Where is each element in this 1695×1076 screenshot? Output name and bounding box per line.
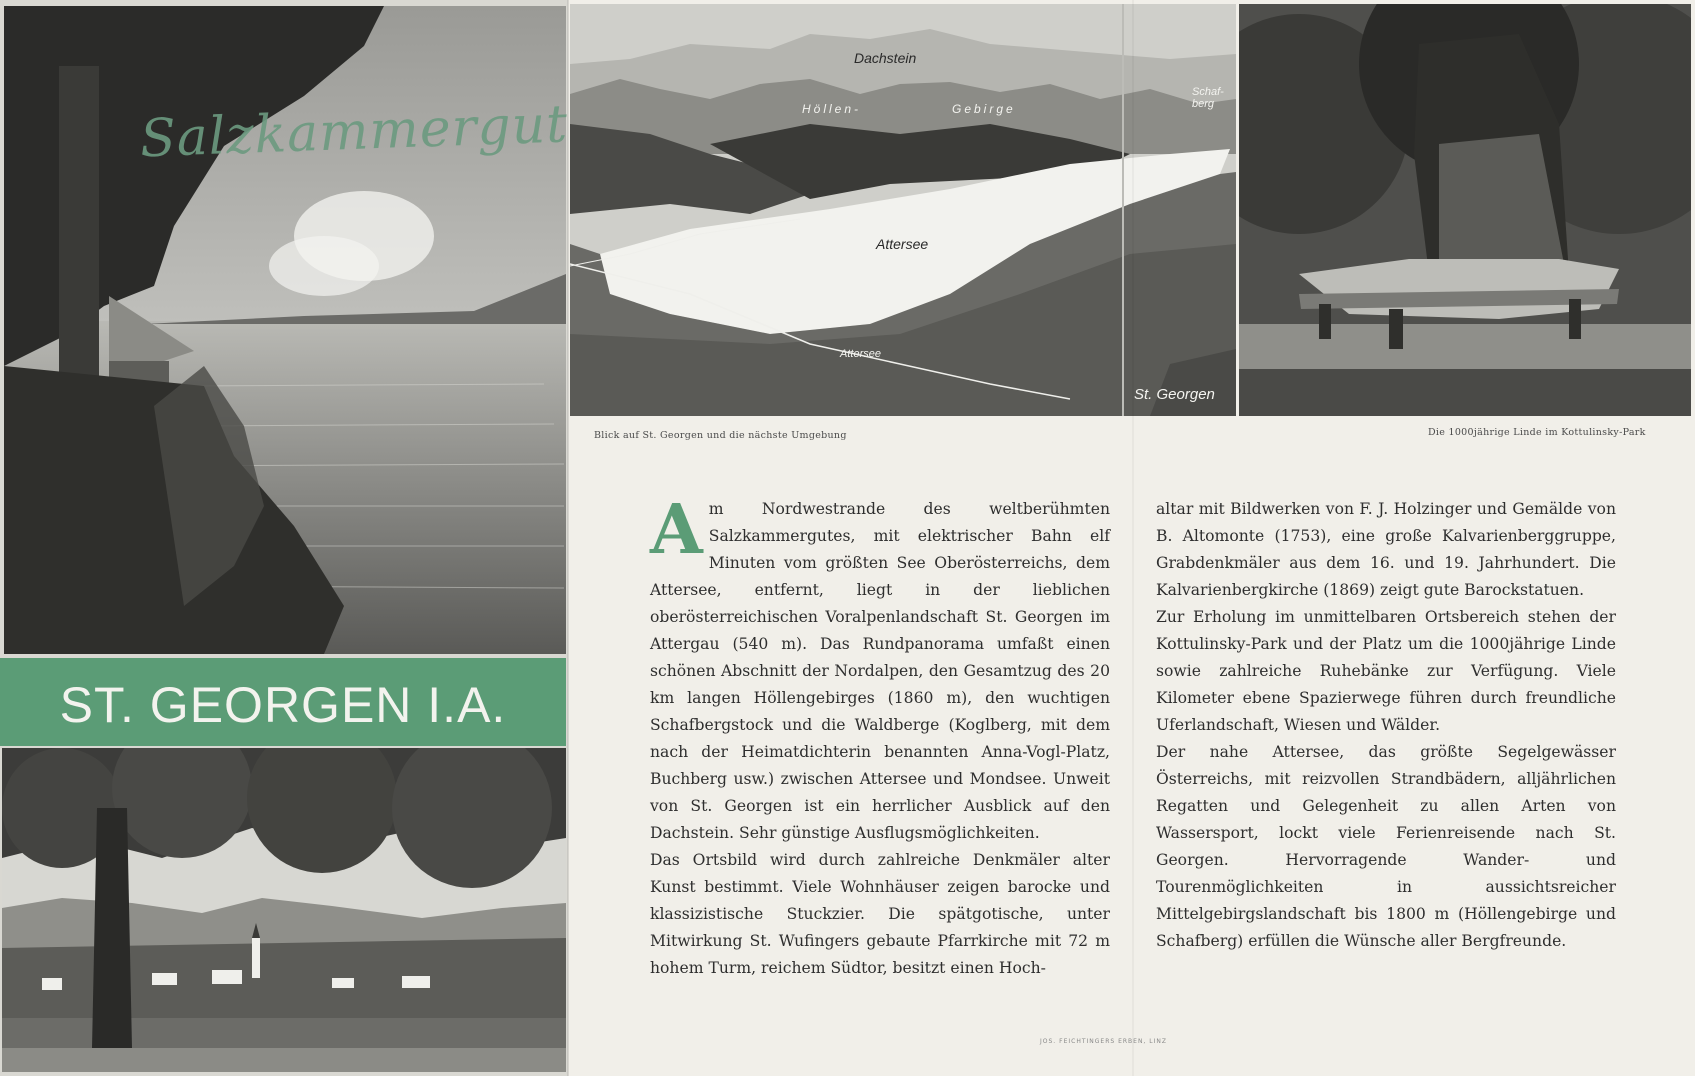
- map-label-attersee-town: Attersee: [840, 348, 881, 360]
- map-label-hoellen: Höllen-: [802, 102, 862, 116]
- map-label-schafberg: Schaf- berg: [1192, 86, 1224, 110]
- printer-imprint: JOS. FEICHTINGERS ERBEN, LINZ: [1040, 1038, 1167, 1045]
- linden-caption: Die 1000jährige Linde im Kottulinsky-Park: [1428, 427, 1646, 438]
- cover-script-title: Salzkammergut: [139, 94, 570, 170]
- drop-cap: A: [650, 490, 703, 570]
- town-title: ST. GEORGEN I.A.: [59, 677, 507, 733]
- center-fold: [1132, 0, 1134, 1076]
- panorama-caption: Blick auf St. Georgen und die nächste Umgebung: [594, 430, 847, 441]
- text-column-left: [650, 490, 1110, 982]
- map-label-dachstein: Dachstein: [854, 50, 917, 66]
- paragraph-intro: m Nordwestrande des weltberühmten Salzkammergutes, mit elektrischer Bahn elf Minuten vom größten See Oberösterreichs, dem Attersee, entfernt, liegt in der lieblichen oberösterreichischen Voralpenlandschaft St. Georgen im Attergau (540 m). Das Rundpanorama umfaßt einen schönen Abschnitt der Nordalpen, den Gesamtzug des 20 km langen Höllengebirges (1860 m), den wuchtigen Schafbergstock und die Waldberge (Koglberg, mit dem nach der Heimatdichterin benannten Anna-Vogl-Platz, Buchberg usw.) zwischen Attersee und Mondsee. Unweit von St. Georgen ist ein herrlicher Ausblick auf den Dachstein. Sehr günstige Ausflugsmöglichkeiten.: [650, 500, 1110, 842]
- paragraph-attersee: Der nahe Attersee, das größte Segelgewässer Österreichs, mit reizvollen Strandbädern, alljährlichen Regatten und Gelegenheit zu allen Arten von Wassersport, lockt viele Ferienreisende nach St. Georgen. Hervorragende Wander- und Tourenmöglichkeiten in aussichtsreicher Mittelgebirgslandschaft bis 1800 m (Höllengebirge und Schafberg) erfüllen die Wünsche aller Bergfreunde.: [1156, 743, 1616, 950]
- village-photo: [2, 748, 566, 1072]
- map-label-gebirge: Gebirge: [952, 102, 1016, 116]
- paragraph-ortsbild: Das Ortsbild wird durch zahlreiche Denkmäler alter Kunst bestimmt. Viele Wohnhäuser zeigen barocke und klassizistische Stuckzier. Die spätgotische, unter Mitwirkung St. Wufingers gebaute Pfarrkirche mit 72 m hohem Turm, reichem Südtor, besitzt einen Hoch-: [650, 851, 1110, 977]
- title-band: [0, 658, 566, 746]
- map-label-st-georgen: St. Georgen: [1134, 386, 1215, 403]
- text-column-right: [1156, 496, 1616, 955]
- paragraph-erholung: Zur Erholung im unmittelbaren Ortsbereich stehen der Kottulinsky-Park und der Platz um die 1000jährige Linde sowie zahlreiche Ruhebänke zur Verfügung. Viele Kilometer ebene Spazierwege führen durch freundliche Uferlandschaft, Wiesen und Wälder.: [1156, 608, 1616, 734]
- panorama-map: [570, 4, 1236, 416]
- paragraph-altar: altar mit Bildwerken von F. J. Holzinger und Gemälde von B. Altomonte (1753), eine große Kalvarienberggruppe, Grabdenkmäler aus dem 16. und 19. Jahrhundert. Die Kalvarienbergkirche (1869) zeigt gute Barockstatuen.: [1156, 500, 1616, 599]
- map-label-attersee-lake: Attersee: [876, 236, 929, 252]
- linden-photo: [1239, 4, 1691, 416]
